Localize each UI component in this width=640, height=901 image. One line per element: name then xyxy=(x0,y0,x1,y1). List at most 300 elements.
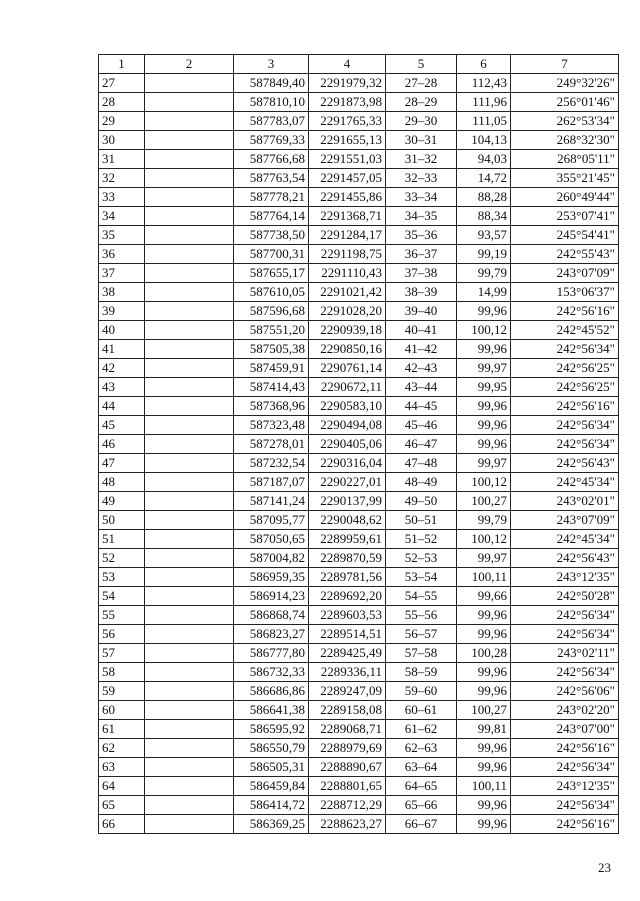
column-2-cell xyxy=(145,663,234,682)
x-coordinate-cell: 587766,68 xyxy=(234,150,309,169)
distance-cell: 100,28 xyxy=(457,644,511,663)
segment-cell: 55–56 xyxy=(386,606,457,625)
table-row xyxy=(99,378,619,397)
point-number-cell: 53 xyxy=(99,568,145,587)
bearing-cell: 242°56'34" xyxy=(511,435,619,454)
bearing-cell: 242°56'43" xyxy=(511,454,619,473)
segment-cell: 61–62 xyxy=(386,720,457,739)
y-coordinate-cell: 2291368,71 xyxy=(309,207,386,226)
x-coordinate-cell: 587700,31 xyxy=(234,245,309,264)
point-number-cell: 37 xyxy=(99,264,145,283)
distance-cell: 99,96 xyxy=(457,739,511,758)
bearing-cell: 242°56'34" xyxy=(511,416,619,435)
table-row xyxy=(99,302,619,321)
table-row xyxy=(99,359,619,378)
bearing-cell: 242°56'16" xyxy=(511,815,619,834)
x-coordinate-cell: 587368,96 xyxy=(234,397,309,416)
segment-cell: 41–42 xyxy=(386,340,457,359)
point-number-cell: 32 xyxy=(99,169,145,188)
bearing-cell: 242°55'43" xyxy=(511,245,619,264)
distance-cell: 99,96 xyxy=(457,663,511,682)
table-row xyxy=(99,264,619,283)
column-2-cell xyxy=(145,511,234,530)
segment-cell: 50–51 xyxy=(386,511,457,530)
bearing-cell: 242°56'43" xyxy=(511,549,619,568)
segment-cell: 54–55 xyxy=(386,587,457,606)
column-2-cell xyxy=(145,549,234,568)
header-row xyxy=(99,55,619,74)
distance-cell: 99,97 xyxy=(457,359,511,378)
point-number-cell: 45 xyxy=(99,416,145,435)
distance-cell: 100,27 xyxy=(457,492,511,511)
bearing-cell: 243°12'35" xyxy=(511,777,619,796)
column-2-cell xyxy=(145,112,234,131)
bearing-cell: 243°02'20" xyxy=(511,701,619,720)
x-coordinate-cell: 587278,01 xyxy=(234,435,309,454)
table-row xyxy=(99,283,619,302)
segment-cell: 27–28 xyxy=(386,74,457,93)
distance-cell: 111,05 xyxy=(457,112,511,131)
point-number-cell: 27 xyxy=(99,74,145,93)
x-coordinate-cell: 587505,38 xyxy=(234,340,309,359)
point-number-cell: 55 xyxy=(99,606,145,625)
column-2-cell xyxy=(145,701,234,720)
column-header-7: 7 xyxy=(511,55,619,74)
column-2-cell xyxy=(145,150,234,169)
x-coordinate-cell: 587810,10 xyxy=(234,93,309,112)
y-coordinate-cell: 2290316,04 xyxy=(309,454,386,473)
point-number-cell: 31 xyxy=(99,150,145,169)
x-coordinate-cell: 587738,50 xyxy=(234,226,309,245)
bearing-cell: 242°50'28" xyxy=(511,587,619,606)
segment-cell: 39–40 xyxy=(386,302,457,321)
bearing-cell: 253°07'41" xyxy=(511,207,619,226)
segment-cell: 37–38 xyxy=(386,264,457,283)
point-number-cell: 64 xyxy=(99,777,145,796)
distance-cell: 99,66 xyxy=(457,587,511,606)
table-row xyxy=(99,321,619,340)
x-coordinate-cell: 586550,79 xyxy=(234,739,309,758)
table-body xyxy=(99,74,619,834)
bearing-cell: 262°53'34" xyxy=(511,112,619,131)
x-coordinate-cell: 586686,86 xyxy=(234,682,309,701)
segment-cell: 48–49 xyxy=(386,473,457,492)
segment-cell: 43–44 xyxy=(386,378,457,397)
segment-cell: 44–45 xyxy=(386,397,457,416)
y-coordinate-cell: 2288801,65 xyxy=(309,777,386,796)
column-2-cell xyxy=(145,340,234,359)
column-2-cell xyxy=(145,226,234,245)
point-number-cell: 35 xyxy=(99,226,145,245)
y-coordinate-cell: 2291457,05 xyxy=(309,169,386,188)
column-2-cell xyxy=(145,264,234,283)
bearing-cell: 245°54'41" xyxy=(511,226,619,245)
y-coordinate-cell: 2290672,11 xyxy=(309,378,386,397)
bearing-cell: 242°56'25" xyxy=(511,359,619,378)
column-2-cell xyxy=(145,530,234,549)
distance-cell: 99,96 xyxy=(457,796,511,815)
column-2-cell xyxy=(145,74,234,93)
point-number-cell: 63 xyxy=(99,758,145,777)
x-coordinate-cell: 586369,25 xyxy=(234,815,309,834)
x-coordinate-cell: 587551,20 xyxy=(234,321,309,340)
bearing-cell: 153°06'37" xyxy=(511,283,619,302)
table-row xyxy=(99,739,619,758)
table-row xyxy=(99,549,619,568)
bearing-cell: 242°56'25" xyxy=(511,378,619,397)
bearing-cell: 242°56'34" xyxy=(511,340,619,359)
table-row xyxy=(99,245,619,264)
column-2-cell xyxy=(145,758,234,777)
x-coordinate-cell: 587769,33 xyxy=(234,131,309,150)
column-2-cell xyxy=(145,777,234,796)
column-2-cell xyxy=(145,283,234,302)
bearing-cell: 355°21'45" xyxy=(511,169,619,188)
bearing-cell: 242°56'06" xyxy=(511,682,619,701)
table-row xyxy=(99,644,619,663)
point-number-cell: 52 xyxy=(99,549,145,568)
point-number-cell: 51 xyxy=(99,530,145,549)
coordinates-table xyxy=(98,54,619,834)
column-header-6: 6 xyxy=(457,55,511,74)
column-2-cell xyxy=(145,93,234,112)
point-number-cell: 41 xyxy=(99,340,145,359)
y-coordinate-cell: 2289425,49 xyxy=(309,644,386,663)
point-number-cell: 50 xyxy=(99,511,145,530)
segment-cell: 36–37 xyxy=(386,245,457,264)
distance-cell: 14,72 xyxy=(457,169,511,188)
table-row xyxy=(99,587,619,606)
bearing-cell: 243°07'00" xyxy=(511,720,619,739)
distance-cell: 99,96 xyxy=(457,435,511,454)
column-2-cell xyxy=(145,454,234,473)
distance-cell: 93,57 xyxy=(457,226,511,245)
point-number-cell: 57 xyxy=(99,644,145,663)
y-coordinate-cell: 2291110,43 xyxy=(309,264,386,283)
bearing-cell: 256°01'46" xyxy=(511,93,619,112)
table-row xyxy=(99,492,619,511)
column-header-2: 2 xyxy=(145,55,234,74)
bearing-cell: 242°56'34" xyxy=(511,625,619,644)
column-2-cell xyxy=(145,739,234,758)
y-coordinate-cell: 2291765,33 xyxy=(309,112,386,131)
table-row xyxy=(99,93,619,112)
distance-cell: 99,97 xyxy=(457,454,511,473)
column-2-cell xyxy=(145,815,234,834)
table-row xyxy=(99,416,619,435)
x-coordinate-cell: 587459,91 xyxy=(234,359,309,378)
table-row xyxy=(99,758,619,777)
table-row xyxy=(99,530,619,549)
table-row xyxy=(99,682,619,701)
x-coordinate-cell: 586868,74 xyxy=(234,606,309,625)
point-number-cell: 43 xyxy=(99,378,145,397)
bearing-cell: 243°07'09" xyxy=(511,511,619,530)
distance-cell: 99,96 xyxy=(457,758,511,777)
point-number-cell: 61 xyxy=(99,720,145,739)
bearing-cell: 242°45'34" xyxy=(511,473,619,492)
column-2-cell xyxy=(145,606,234,625)
y-coordinate-cell: 2291873,98 xyxy=(309,93,386,112)
segment-cell: 32–33 xyxy=(386,169,457,188)
distance-cell: 99,96 xyxy=(457,815,511,834)
segment-cell: 30–31 xyxy=(386,131,457,150)
y-coordinate-cell: 2291551,03 xyxy=(309,150,386,169)
y-coordinate-cell: 2291979,32 xyxy=(309,74,386,93)
table-row xyxy=(99,188,619,207)
segment-cell: 35–36 xyxy=(386,226,457,245)
point-number-cell: 47 xyxy=(99,454,145,473)
table-row xyxy=(99,150,619,169)
point-number-cell: 59 xyxy=(99,682,145,701)
segment-cell: 40–41 xyxy=(386,321,457,340)
distance-cell: 99,81 xyxy=(457,720,511,739)
bearing-cell: 242°56'16" xyxy=(511,739,619,758)
column-2-cell xyxy=(145,492,234,511)
point-number-cell: 46 xyxy=(99,435,145,454)
distance-cell: 100,11 xyxy=(457,777,511,796)
column-header-5: 5 xyxy=(386,55,457,74)
distance-cell: 99,19 xyxy=(457,245,511,264)
distance-cell: 99,95 xyxy=(457,378,511,397)
segment-cell: 56–57 xyxy=(386,625,457,644)
distance-cell: 100,12 xyxy=(457,321,511,340)
table-row xyxy=(99,777,619,796)
x-coordinate-cell: 586505,31 xyxy=(234,758,309,777)
column-header-3: 3 xyxy=(234,55,309,74)
point-number-cell: 33 xyxy=(99,188,145,207)
point-number-cell: 58 xyxy=(99,663,145,682)
column-2-cell xyxy=(145,359,234,378)
point-number-cell: 65 xyxy=(99,796,145,815)
segment-cell: 29–30 xyxy=(386,112,457,131)
bearing-cell: 242°56'34" xyxy=(511,663,619,682)
segment-cell: 57–58 xyxy=(386,644,457,663)
segment-cell: 49–50 xyxy=(386,492,457,511)
distance-cell: 88,28 xyxy=(457,188,511,207)
point-number-cell: 28 xyxy=(99,93,145,112)
x-coordinate-cell: 587141,24 xyxy=(234,492,309,511)
point-number-cell: 42 xyxy=(99,359,145,378)
segment-cell: 58–59 xyxy=(386,663,457,682)
bearing-cell: 243°07'09" xyxy=(511,264,619,283)
bearing-cell: 243°02'11" xyxy=(511,644,619,663)
y-coordinate-cell: 2289158,08 xyxy=(309,701,386,720)
x-coordinate-cell: 587414,43 xyxy=(234,378,309,397)
point-number-cell: 39 xyxy=(99,302,145,321)
x-coordinate-cell: 586732,33 xyxy=(234,663,309,682)
x-coordinate-cell: 587849,40 xyxy=(234,74,309,93)
distance-cell: 88,34 xyxy=(457,207,511,226)
bearing-cell: 260°49'44" xyxy=(511,188,619,207)
distance-cell: 14,99 xyxy=(457,283,511,302)
x-coordinate-cell: 586959,35 xyxy=(234,568,309,587)
x-coordinate-cell: 586914,23 xyxy=(234,587,309,606)
distance-cell: 100,12 xyxy=(457,530,511,549)
bearing-cell: 243°12'35" xyxy=(511,568,619,587)
x-coordinate-cell: 586641,38 xyxy=(234,701,309,720)
column-2-cell xyxy=(145,473,234,492)
x-coordinate-cell: 587778,21 xyxy=(234,188,309,207)
x-coordinate-cell: 586595,92 xyxy=(234,720,309,739)
x-coordinate-cell: 587764,14 xyxy=(234,207,309,226)
segment-cell: 33–34 xyxy=(386,188,457,207)
distance-cell: 99,96 xyxy=(457,397,511,416)
table-row xyxy=(99,112,619,131)
y-coordinate-cell: 2291028,20 xyxy=(309,302,386,321)
bearing-cell: 243°02'01" xyxy=(511,492,619,511)
bearing-cell: 268°05'11" xyxy=(511,150,619,169)
bearing-cell: 242°56'16" xyxy=(511,302,619,321)
x-coordinate-cell: 587783,07 xyxy=(234,112,309,131)
x-coordinate-cell: 587596,68 xyxy=(234,302,309,321)
x-coordinate-cell: 586823,27 xyxy=(234,625,309,644)
distance-cell: 112,43 xyxy=(457,74,511,93)
x-coordinate-cell: 587610,05 xyxy=(234,283,309,302)
distance-cell: 111,96 xyxy=(457,93,511,112)
column-2-cell xyxy=(145,682,234,701)
table-row xyxy=(99,606,619,625)
table-row xyxy=(99,207,619,226)
bearing-cell: 242°56'16" xyxy=(511,397,619,416)
table-row xyxy=(99,169,619,188)
distance-cell: 100,12 xyxy=(457,473,511,492)
y-coordinate-cell: 2290227,01 xyxy=(309,473,386,492)
column-header-1: 1 xyxy=(99,55,145,74)
x-coordinate-cell: 586459,84 xyxy=(234,777,309,796)
x-coordinate-cell: 587187,07 xyxy=(234,473,309,492)
segment-cell: 45–46 xyxy=(386,416,457,435)
column-2-cell xyxy=(145,207,234,226)
bearing-cell: 242°56'34" xyxy=(511,796,619,815)
x-coordinate-cell: 586777,80 xyxy=(234,644,309,663)
bearing-cell: 249°32'26" xyxy=(511,74,619,93)
segment-cell: 60–61 xyxy=(386,701,457,720)
distance-cell: 99,96 xyxy=(457,416,511,435)
y-coordinate-cell: 2289336,11 xyxy=(309,663,386,682)
point-number-cell: 36 xyxy=(99,245,145,264)
y-coordinate-cell: 2290494,08 xyxy=(309,416,386,435)
x-coordinate-cell: 587232,54 xyxy=(234,454,309,473)
segment-cell: 53–54 xyxy=(386,568,457,587)
table-row xyxy=(99,340,619,359)
y-coordinate-cell: 2290405,06 xyxy=(309,435,386,454)
segment-cell: 64–65 xyxy=(386,777,457,796)
segment-cell: 47–48 xyxy=(386,454,457,473)
column-2-cell xyxy=(145,131,234,150)
table-row xyxy=(99,74,619,93)
distance-cell: 99,79 xyxy=(457,264,511,283)
distance-cell: 100,11 xyxy=(457,568,511,587)
table-row xyxy=(99,473,619,492)
column-header-4: 4 xyxy=(309,55,386,74)
table-row xyxy=(99,397,619,416)
x-coordinate-cell: 587763,54 xyxy=(234,169,309,188)
y-coordinate-cell: 2291284,17 xyxy=(309,226,386,245)
bearing-cell: 242°45'52" xyxy=(511,321,619,340)
column-2-cell xyxy=(145,568,234,587)
y-coordinate-cell: 2289603,53 xyxy=(309,606,386,625)
segment-cell: 46–47 xyxy=(386,435,457,454)
column-2-cell xyxy=(145,321,234,340)
table-row xyxy=(99,435,619,454)
table-row xyxy=(99,720,619,739)
y-coordinate-cell: 2289870,59 xyxy=(309,549,386,568)
segment-cell: 63–64 xyxy=(386,758,457,777)
segment-cell: 51–52 xyxy=(386,530,457,549)
distance-cell: 100,27 xyxy=(457,701,511,720)
y-coordinate-cell: 2289514,51 xyxy=(309,625,386,644)
point-number-cell: 44 xyxy=(99,397,145,416)
y-coordinate-cell: 2290850,16 xyxy=(309,340,386,359)
y-coordinate-cell: 2290761,14 xyxy=(309,359,386,378)
column-2-cell xyxy=(145,587,234,606)
x-coordinate-cell: 587095,77 xyxy=(234,511,309,530)
segment-cell: 38–39 xyxy=(386,283,457,302)
bearing-cell: 242°45'34" xyxy=(511,530,619,549)
column-2-cell xyxy=(145,302,234,321)
distance-cell: 99,96 xyxy=(457,340,511,359)
point-number-cell: 30 xyxy=(99,131,145,150)
bearing-cell: 268°32'30" xyxy=(511,131,619,150)
y-coordinate-cell: 2288979,69 xyxy=(309,739,386,758)
page-number: 23 xyxy=(598,860,611,875)
distance-cell: 99,96 xyxy=(457,682,511,701)
point-number-cell: 38 xyxy=(99,283,145,302)
x-coordinate-cell: 587655,17 xyxy=(234,264,309,283)
y-coordinate-cell: 2291655,13 xyxy=(309,131,386,150)
distance-cell: 99,96 xyxy=(457,606,511,625)
point-number-cell: 40 xyxy=(99,321,145,340)
segment-cell: 31–32 xyxy=(386,150,457,169)
table-row xyxy=(99,701,619,720)
column-2-cell xyxy=(145,435,234,454)
distance-cell: 99,97 xyxy=(457,549,511,568)
table-row xyxy=(99,226,619,245)
distance-cell: 104,13 xyxy=(457,131,511,150)
distance-cell: 99,96 xyxy=(457,625,511,644)
table-row xyxy=(99,568,619,587)
column-2-cell xyxy=(145,245,234,264)
distance-cell: 99,79 xyxy=(457,511,511,530)
column-2-cell xyxy=(145,397,234,416)
column-2-cell xyxy=(145,169,234,188)
table-row xyxy=(99,796,619,815)
segment-cell: 52–53 xyxy=(386,549,457,568)
y-coordinate-cell: 2291198,75 xyxy=(309,245,386,264)
distance-cell: 94,03 xyxy=(457,150,511,169)
table-row xyxy=(99,815,619,834)
column-2-cell xyxy=(145,796,234,815)
x-coordinate-cell: 586414,72 xyxy=(234,796,309,815)
y-coordinate-cell: 2289068,71 xyxy=(309,720,386,739)
column-2-cell xyxy=(145,188,234,207)
table-row xyxy=(99,131,619,150)
segment-cell: 65–66 xyxy=(386,796,457,815)
table-row xyxy=(99,625,619,644)
y-coordinate-cell: 2290583,10 xyxy=(309,397,386,416)
y-coordinate-cell: 2289781,56 xyxy=(309,568,386,587)
y-coordinate-cell: 2291455,86 xyxy=(309,188,386,207)
segment-cell: 34–35 xyxy=(386,207,457,226)
bearing-cell: 242°56'34" xyxy=(511,606,619,625)
point-number-cell: 54 xyxy=(99,587,145,606)
point-number-cell: 29 xyxy=(99,112,145,131)
y-coordinate-cell: 2288890,67 xyxy=(309,758,386,777)
y-coordinate-cell: 2289247,09 xyxy=(309,682,386,701)
y-coordinate-cell: 2290939,18 xyxy=(309,321,386,340)
point-number-cell: 34 xyxy=(99,207,145,226)
